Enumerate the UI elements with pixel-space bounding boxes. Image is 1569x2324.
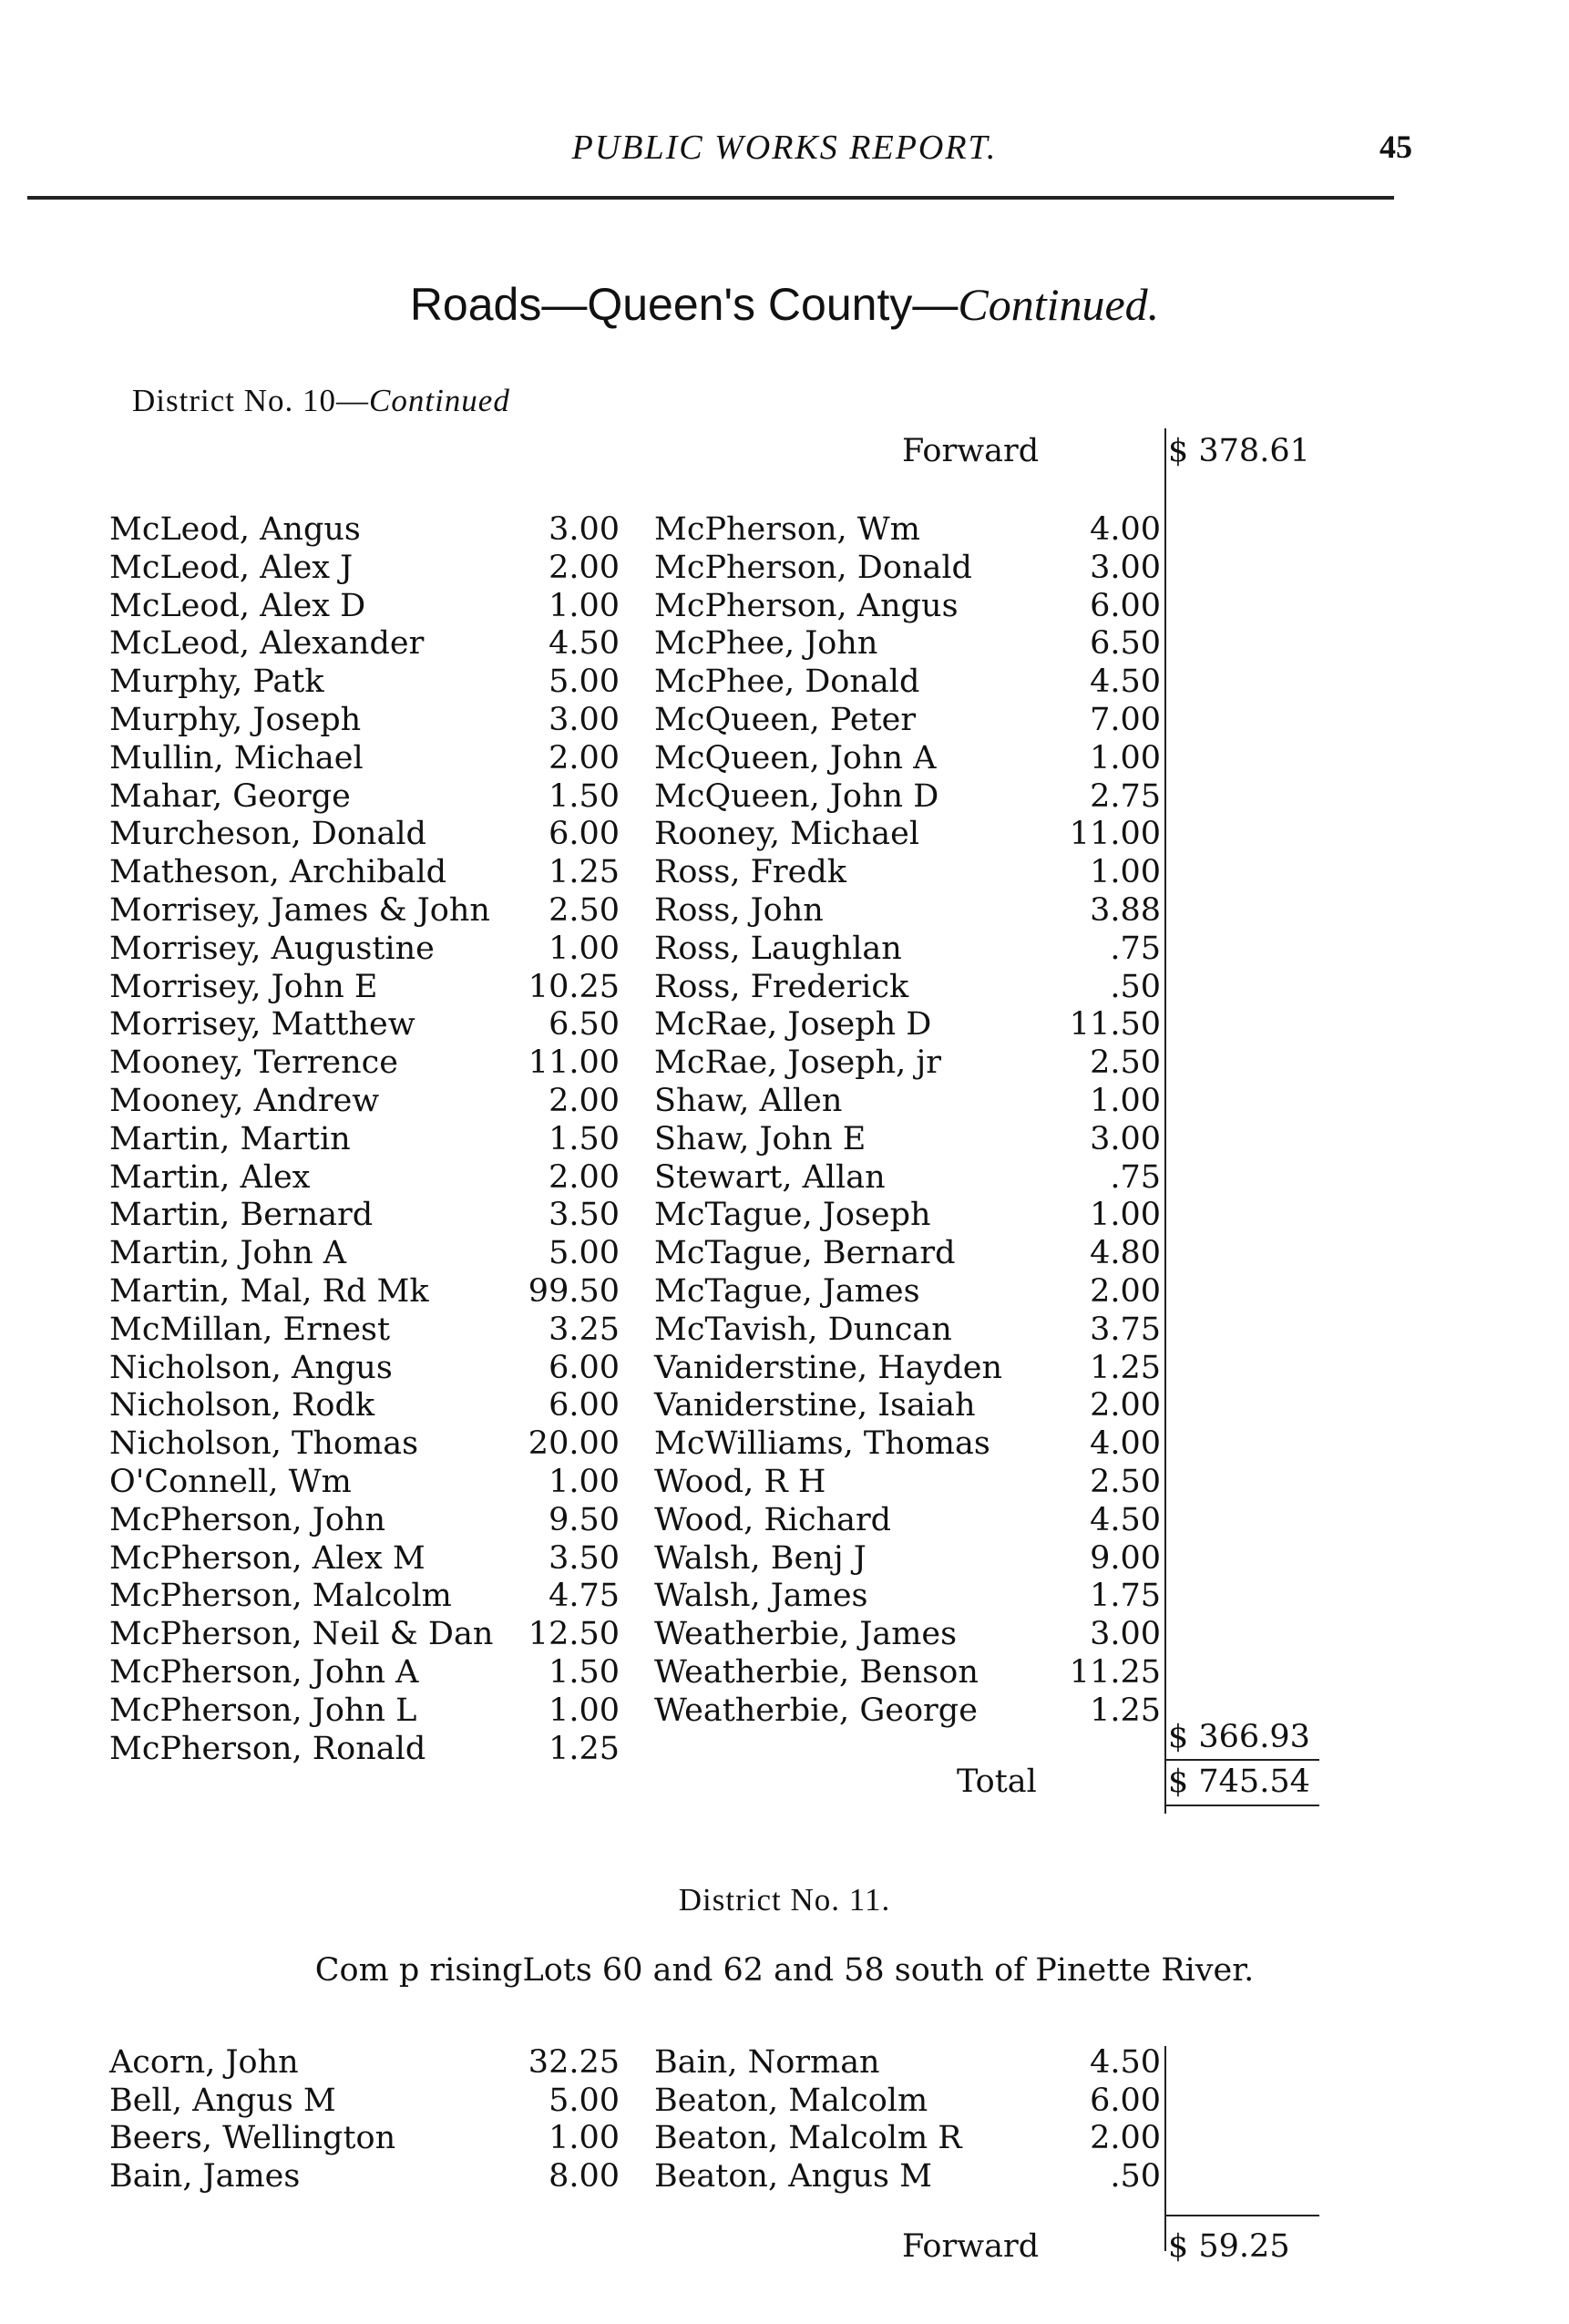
ledger-amount: 1.50: [549, 1120, 620, 1157]
ledger-amount: 20.00: [528, 1425, 620, 1463]
ledger-name: Beaton, Malcolm R: [654, 2120, 962, 2156]
ledger-row: [654, 1501, 1161, 1539]
ledger-name: Ross, Frederick: [654, 968, 909, 1005]
ledger-name: Martin, Alex: [109, 1158, 311, 1196]
district-10-right-rule: [1164, 428, 1166, 1814]
ledger-row: [654, 1463, 1161, 1501]
ledger-row: [654, 1577, 1161, 1615]
ledger-name: Shaw, John E: [654, 1120, 867, 1157]
ledger-amount: 4.00: [1090, 1425, 1161, 1463]
ledger-row: [654, 1653, 1161, 1692]
ledger-amount: .50: [1110, 2157, 1161, 2195]
ledger-row: [654, 1234, 1161, 1272]
ledger-row: [109, 663, 620, 701]
ledger-row: [109, 815, 620, 853]
ledger-amount: 1.00: [1090, 1197, 1161, 1234]
ledger-name: Weatherbie, Benson: [654, 1654, 979, 1691]
ledger-row: [654, 968, 1161, 1006]
district-11-forward-amount: $ 59.25: [1168, 2228, 1290, 2265]
ledger-row: [109, 1653, 620, 1692]
ledger-amount: 1.00: [549, 1464, 620, 1500]
ledger-amount: 6.50: [1090, 625, 1161, 663]
ledger-row: [109, 624, 620, 663]
ledger-row: [654, 1044, 1161, 1082]
ledger-row: [109, 549, 620, 587]
ledger-amount: 1.00: [549, 1692, 620, 1729]
ledger-amount: 3.25: [549, 1311, 620, 1348]
ledger-amount: 11.00: [528, 1044, 620, 1082]
district-10-total-label: Total: [957, 1764, 1037, 1800]
ledger-row: [654, 2157, 1161, 2195]
ledger-name: Acorn, John: [109, 2044, 299, 2081]
ledger-name: McQueen, Peter: [654, 702, 917, 738]
ledger-row: [654, 1539, 1161, 1578]
ledger-name: McTague, Joseph: [654, 1197, 931, 1234]
ledger-row: [654, 1349, 1161, 1387]
ledger-amount: 1.00: [549, 2120, 620, 2156]
ledger-amount: .75: [1110, 930, 1161, 967]
ledger-name: McQueen, John A: [654, 739, 937, 776]
district-10-forward-amount: $ 378.61: [1168, 433, 1310, 469]
ledger-name: McRae, Joseph, jr: [654, 1044, 941, 1082]
ledger-amount: 4.50: [549, 625, 620, 663]
ledger-amount: 2.00: [1090, 1387, 1161, 1424]
ledger-row: [654, 1272, 1161, 1311]
ledger-row: [654, 853, 1161, 891]
ledger-amount: 2.00: [549, 1083, 620, 1119]
ledger-name: McPherson, Neil & Dan: [109, 1616, 494, 1653]
ledger-amount: 7.00: [1090, 702, 1161, 738]
ledger-row: [654, 1196, 1161, 1234]
ledger-row: [654, 1082, 1161, 1120]
ledger-row: [109, 1615, 620, 1653]
running-title: PUBLIC WORKS REPORT.: [571, 129, 998, 167]
section-title-main: Roads—Queen's County—: [409, 279, 959, 330]
ledger-row: [109, 587, 620, 625]
ledger-name: Murphy, Patk: [109, 663, 324, 701]
ledger-row: [109, 1082, 620, 1120]
ledger-amount: 2.75: [1090, 777, 1161, 815]
ledger-row: [654, 739, 1161, 777]
ledger-row: [654, 1311, 1161, 1349]
ledger-amount: .50: [1110, 968, 1161, 1005]
ledger-amount: 1.00: [549, 587, 620, 624]
district-10-heading: [132, 383, 510, 419]
ledger-name: Morrisey, John E: [109, 968, 378, 1005]
ledger-amount: 3.75: [1090, 1311, 1161, 1348]
ledger-amount: 11.00: [1069, 816, 1161, 853]
ledger-amount: 8.00: [549, 2157, 620, 2195]
ledger-name: Bell, Angus M: [109, 2082, 336, 2119]
ledger-name: Stewart, Allan: [654, 1158, 886, 1196]
ledger-amount: 1.00: [549, 930, 620, 967]
ledger-name: McPherson, Ronald: [109, 1730, 426, 1767]
ledger-amount: 1.00: [1090, 1083, 1161, 1119]
ledger-amount: 1.50: [549, 1654, 620, 1691]
ledger-amount: 5.00: [549, 663, 620, 701]
ledger-name: Nicholson, Rodk: [109, 1387, 375, 1424]
ledger-name: Martin, Martin: [109, 1120, 351, 1157]
ledger-amount: 1.00: [1090, 739, 1161, 776]
ledger-row: [109, 1044, 620, 1082]
ledger-name: Matheson, Archibald: [109, 854, 447, 891]
ledger-amount: 4.50: [1090, 2044, 1161, 2081]
ledger-name: McLeod, Alexander: [109, 625, 425, 663]
ledger-name: Vaniderstine, Isaiah: [654, 1387, 976, 1424]
ledger-row: [654, 1120, 1161, 1158]
header-rule: [27, 196, 1394, 200]
ledger-amount: 5.00: [549, 2082, 620, 2119]
ledger-name: Walsh, Benj J: [654, 1539, 867, 1577]
ledger-amount: 3.00: [549, 511, 620, 548]
ledger-row: [654, 624, 1161, 663]
ledger-name: Shaw, Allen: [654, 1083, 843, 1119]
ledger-amount: 2.00: [1090, 1273, 1161, 1310]
ledger-amount: 11.25: [1069, 1654, 1161, 1691]
section-title-sub: Continued.: [958, 279, 1160, 330]
ledger-amount: 2.00: [1090, 2120, 1161, 2156]
ledger-row: [109, 739, 620, 777]
ledger-name: Mahar, George: [109, 777, 351, 815]
ledger-amount: 32.25: [528, 2044, 620, 2081]
ledger-amount: 4.50: [1090, 1501, 1161, 1538]
ledger-name: Martin, John A: [109, 1235, 347, 1272]
ledger-amount: 3.50: [549, 1197, 620, 1234]
ledger-name: Beaton, Malcolm: [654, 2082, 928, 2119]
ledger-name: Martin, Mal, Rd Mk: [109, 1273, 429, 1310]
ledger-amount: 12.50: [528, 1616, 620, 1653]
ledger-amount: 1.00: [1090, 854, 1161, 891]
ledger-name: McPherson, Malcolm: [109, 1578, 452, 1615]
ledger-name: McLeod, Alex J: [109, 549, 354, 586]
ledger-name: Bain, James: [109, 2157, 301, 2195]
ledger-amount: 2.50: [1090, 1464, 1161, 1500]
ledger-amount: 2.50: [549, 892, 620, 929]
ledger-amount: 1.50: [549, 777, 620, 815]
ledger-amount: 3.00: [1090, 549, 1161, 586]
ledger-row: [109, 1349, 620, 1387]
ledger-name: McPherson, John L: [109, 1692, 417, 1729]
ledger-row: [654, 1386, 1161, 1424]
ledger-amount: 6.00: [549, 1349, 620, 1386]
district-11-heading: District No. 11.: [678, 1882, 891, 1918]
ledger-name: Beaton, Angus M: [654, 2157, 932, 2195]
ledger-row: [654, 930, 1161, 968]
ledger-amount: 3.00: [1090, 1120, 1161, 1157]
ledger-row: [109, 1424, 620, 1463]
ledger-amount: 6.00: [549, 1387, 620, 1424]
ledger-amount: 11.50: [1069, 1006, 1161, 1044]
district-10-total: $ 745.54: [1168, 1764, 1310, 1800]
ledger-name: McPherson, John A: [109, 1654, 419, 1691]
district-11-forward-rule: [1164, 2215, 1319, 2216]
ledger-name: Martin, Bernard: [109, 1197, 374, 1234]
ledger-name: McMillan, Ernest: [109, 1311, 391, 1348]
ledger-row: [109, 1730, 620, 1768]
ledger-name: Ross, Laughlan: [654, 930, 902, 967]
ledger-name: Walsh, James: [654, 1578, 868, 1615]
ledger-name: Weatherbie, James: [654, 1616, 958, 1653]
ledger-row: [109, 853, 620, 891]
ledger-row: [109, 1196, 620, 1234]
ledger-row: [654, 891, 1161, 930]
ledger-name: Morrisey, James & John: [109, 892, 490, 929]
ledger-row: [109, 1234, 620, 1272]
ledger-row: [109, 1386, 620, 1424]
ledger-amount: 3.50: [549, 1539, 620, 1577]
ledger-row: [109, 1577, 620, 1615]
ledger-name: Mooney, Terrence: [109, 1044, 398, 1082]
ledger-name: Ross, John: [654, 892, 824, 929]
ledger-name: Vaniderstine, Hayden: [654, 1349, 1003, 1386]
ledger-row: [654, 1158, 1161, 1197]
ledger-row: [654, 777, 1161, 816]
ledger-name: McPherson, Wm: [654, 511, 920, 548]
ledger-row: [109, 1158, 620, 1197]
ledger-amount: 2.00: [549, 739, 620, 776]
ledger-row: [109, 2043, 620, 2082]
ledger-row: [654, 1424, 1161, 1463]
ledger-amount: 3.00: [1090, 1616, 1161, 1653]
ledger-row: [654, 2043, 1161, 2082]
page-number: 45: [1379, 129, 1412, 165]
ledger-row: [109, 2082, 620, 2120]
ledger-row: [109, 777, 620, 816]
ledger-name: Rooney, Michael: [654, 816, 920, 853]
ledger-name: McPhee, John: [654, 625, 878, 663]
ledger-name: McRae, Joseph D: [654, 1006, 932, 1044]
ledger-amount: 1.75: [1090, 1578, 1161, 1615]
district-10-subtotal: $ 366.93: [1168, 1719, 1310, 1755]
ledger-name: McWilliams, Thomas: [654, 1425, 990, 1463]
ledger-name: Wood, R H: [654, 1464, 826, 1500]
ledger-row: [109, 510, 620, 549]
ledger-name: McPherson, Alex M: [109, 1539, 426, 1577]
ledger-name: McTavish, Duncan: [654, 1311, 952, 1348]
ledger-amount: 1.25: [549, 1730, 620, 1767]
ledger-row: [109, 701, 620, 739]
ledger-row: [654, 815, 1161, 853]
total-rule: [1164, 1805, 1319, 1806]
ledger-name: McPherson, John: [109, 1501, 385, 1538]
ledger-row: [654, 1615, 1161, 1653]
ledger-amount: 1.25: [1090, 1349, 1161, 1386]
ledger-row: [109, 1120, 620, 1158]
ledger-row: [109, 968, 620, 1006]
ledger-name: McTague, James: [654, 1273, 920, 1310]
ledger-name: Wood, Richard: [654, 1501, 892, 1538]
ledger-name: McPherson, Donald: [654, 549, 972, 586]
ledger-row: [654, 2119, 1161, 2157]
ledger-row: [109, 891, 620, 930]
ledger-row: [109, 2119, 620, 2157]
ledger-name: Mullin, Michael: [109, 739, 364, 776]
ledger-name: Murcheson, Donald: [109, 816, 426, 853]
ledger-amount: 5.00: [549, 1235, 620, 1272]
ledger-row: [654, 587, 1161, 625]
ledger-name: Nicholson, Thomas: [109, 1425, 419, 1463]
ledger-row: [654, 2082, 1161, 2120]
ledger-name: McQueen, John D: [654, 777, 939, 815]
ledger-name: Ross, Fredk: [654, 854, 846, 891]
ledger-name: O'Connell, Wm: [109, 1464, 352, 1500]
ledger-row: [109, 1692, 620, 1730]
district-10-heading-continued: Continued: [369, 383, 510, 418]
ledger-amount: 2.00: [549, 549, 620, 586]
district-11-right-rule: [1164, 2046, 1166, 2251]
district-11-description: Com p risingLots 60 and 62 and 58 south of Pinette River.: [314, 1952, 1255, 1989]
ledger-row: [109, 1311, 620, 1349]
ledger-amount: 4.75: [549, 1578, 620, 1615]
ledger-name: Morrisey, Matthew: [109, 1006, 415, 1044]
ledger-name: Nicholson, Angus: [109, 1349, 393, 1386]
ledger-name: Beers, Wellington: [109, 2120, 396, 2156]
ledger-name: Bain, Norman: [654, 2044, 880, 2081]
ledger-amount: 6.00: [549, 816, 620, 853]
ledger-amount: 10.25: [528, 968, 620, 1005]
ledger-row: [654, 510, 1161, 549]
ledger-amount: 4.80: [1090, 1235, 1161, 1272]
ledger-name: Morrisey, Augustine: [109, 930, 435, 967]
section-title: [0, 278, 1569, 331]
district-10-heading-text: District No. 10—: [132, 383, 370, 418]
ledger-amount: 1.25: [1090, 1692, 1161, 1729]
ledger-row: [654, 549, 1161, 587]
ledger-amount: 4.50: [1090, 663, 1161, 701]
ledger-row: [109, 1501, 620, 1539]
ledger-row: [109, 1539, 620, 1578]
ledger-amount: 2.50: [1090, 1044, 1161, 1082]
subtotal-rule: [1164, 1759, 1319, 1761]
ledger-row: [109, 1005, 620, 1044]
ledger-name: McPhee, Donald: [654, 663, 920, 701]
ledger-name: Weatherbie, George: [654, 1692, 978, 1729]
ledger-name: Mooney, Andrew: [109, 1083, 380, 1119]
ledger-amount: 6.00: [1090, 587, 1161, 624]
ledger-amount: 99.50: [528, 1273, 620, 1310]
ledger-name: McLeod, Angus: [109, 511, 361, 548]
ledger-amount: 1.25: [549, 854, 620, 891]
district-10-forward-label: Forward: [902, 433, 1040, 469]
ledger-name: McPherson, Angus: [654, 587, 959, 624]
ledger-amount: 4.00: [1090, 511, 1161, 548]
ledger-row: [109, 1463, 620, 1501]
ledger-row: [109, 1272, 620, 1311]
ledger-amount: 9.00: [1090, 1539, 1161, 1577]
ledger-amount: 9.50: [549, 1501, 620, 1538]
ledger-row: [654, 663, 1161, 701]
ledger-row: [654, 1005, 1161, 1044]
ledger-name: Murphy, Joseph: [109, 702, 362, 738]
ledger-amount: 3.88: [1090, 892, 1161, 929]
ledger-row: [109, 2157, 620, 2195]
ledger-amount: .75: [1110, 1158, 1161, 1196]
ledger-row: [654, 1692, 1161, 1730]
ledger-name: McLeod, Alex D: [109, 587, 366, 624]
ledger-row: [654, 701, 1161, 739]
ledger-amount: 6.00: [1090, 2082, 1161, 2119]
ledger-amount: 6.50: [549, 1006, 620, 1044]
district-11-forward-label: Forward: [902, 2228, 1040, 2265]
ledger-amount: 3.00: [549, 702, 620, 738]
ledger-row: [109, 930, 620, 968]
ledger-name: McTague, Bernard: [654, 1235, 956, 1272]
ledger-amount: 2.00: [549, 1158, 620, 1196]
